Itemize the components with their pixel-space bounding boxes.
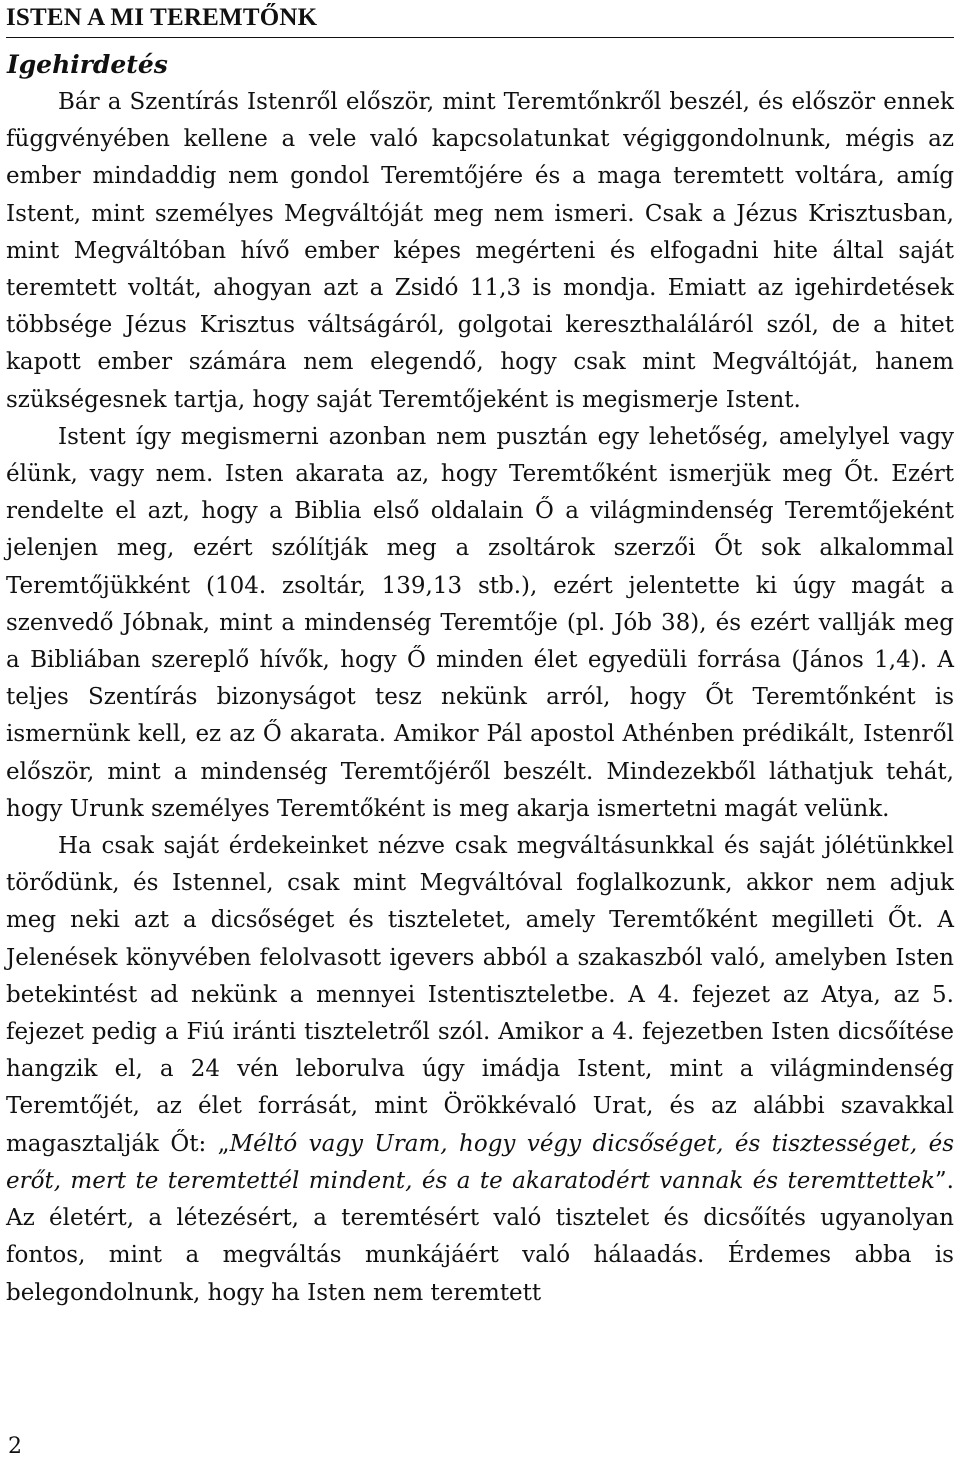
paragraph-3 [6, 828, 954, 1312]
page-number: 2 [8, 1434, 22, 1459]
section-title: Igehirdetés [7, 50, 168, 79]
document-page [6, 0, 954, 1465]
paragraph-2: Istent így megismerni azonban nem pusztán egy lehetőség, amelylyel vagy élünk, vagy nem. Isten akarata az, hogy Teremtőként ismerjük meg Őt. Ezért rendelte el azt, hogy a Biblia első oldalain Ő a világmindenség Teremtőjeként jelenjen meg, ezért szólítják meg a zsoltárok szerzői Őt sok alkalommal Teremtőjükként (104. zsoltár, 139,13 stb.), ezért jelentette ki úgy magát a szenvedő Jóbnak, mint a mindenség Teremtője (pl. Jób 38), és ezért vallják meg a Bibliában szereplő hívők, hogy Ő minden élet egyedüli forrása (János 1,4). A teljes Szentírás bizonyságot tesz nekünk arról, hogy Őt Teremtőnként is ismernünk kell, ez az Ő akarata. Amikor Pál apostol Athénben prédikált, Istenről először, mint a mindenség Teremtőjéről beszélt. Mindezekből láthatjuk tehát, hogy Urunk személyes Teremtőként is meg akarja ismertetni magát velünk. [6, 423, 954, 822]
running-header: ISTEN A MI TEREMTŐNK [6, 3, 954, 38]
body-text [6, 84, 954, 1312]
paragraph-3-end: ”. Az életért, a létezésért, a teremtésért való tisztelet és dicsőítés ugyanolyan fontos, mint a megváltás munkájáért való hálaadás. Érdemes abba is belegondolnunk, hogy ha Isten nem teremtett [6, 1167, 954, 1306]
paragraph-1: Bár a Szentírás Istenről először, mint Teremtőnkről beszél, és először ennek függvényében kellene a vele való kapcsolatunkat végiggondolnunk, mégis az ember mindaddig nem gondol Teremtőjére és a maga teremtett voltára, amíg Istent, mint személyes Megváltóját meg nem ismeri. Csak a Jézus Krisztusban, mint Megváltóban hívő ember képes megérteni és elfogadni hite által saját teremtett voltát, ahogyan azt a Zsidó 11,3 is mondja. Emiatt az igehirdetések többsége Jézus Krisztus váltságáról, golgotai kereszthaláláról szól, de a hitet kapott ember számára nem elegendő, hogy csak mint Megváltóját, hanem szükségesnek tartja, hogy saját Teremtőjeként is megismerje Istent. [6, 89, 954, 413]
paragraph-3-start: Ha csak saját érdekeinket nézve csak megváltásunkkal és saját jólétünkkel törődünk, és Istennel, csak mint Megváltóval foglalkozunk, akkor nem adjuk meg neki azt a dicsőséget és tiszteletet, amely Teremtőként megilleti Őt. A Jelenések könyvében felolvasott igevers abból a szakaszból való, amelyben Isten betekintést ad nekünk a mennyei Istentiszteletbe. A 4. fejezet az Atya, az 5. fejezet pedig a Fiú iránti tiszteletről szól. Amikor a 4. fejezetben Isten dicsőítése hangzik el, a 24 vén leborulva úgy imádja Istent, mint a világmindenség Teremtőjét, az élet forrását, mint Örökkévaló Urat, és az alábbi szavakkal magasztalják Őt: „ [6, 833, 954, 1157]
bible-quote: Méltó vagy Uram, hogy végy dicsőséget, és tisztességet, és erőt, mert te teremtettél mindent, és a te akaratodért vannak és teremttettek [6, 1130, 955, 1194]
